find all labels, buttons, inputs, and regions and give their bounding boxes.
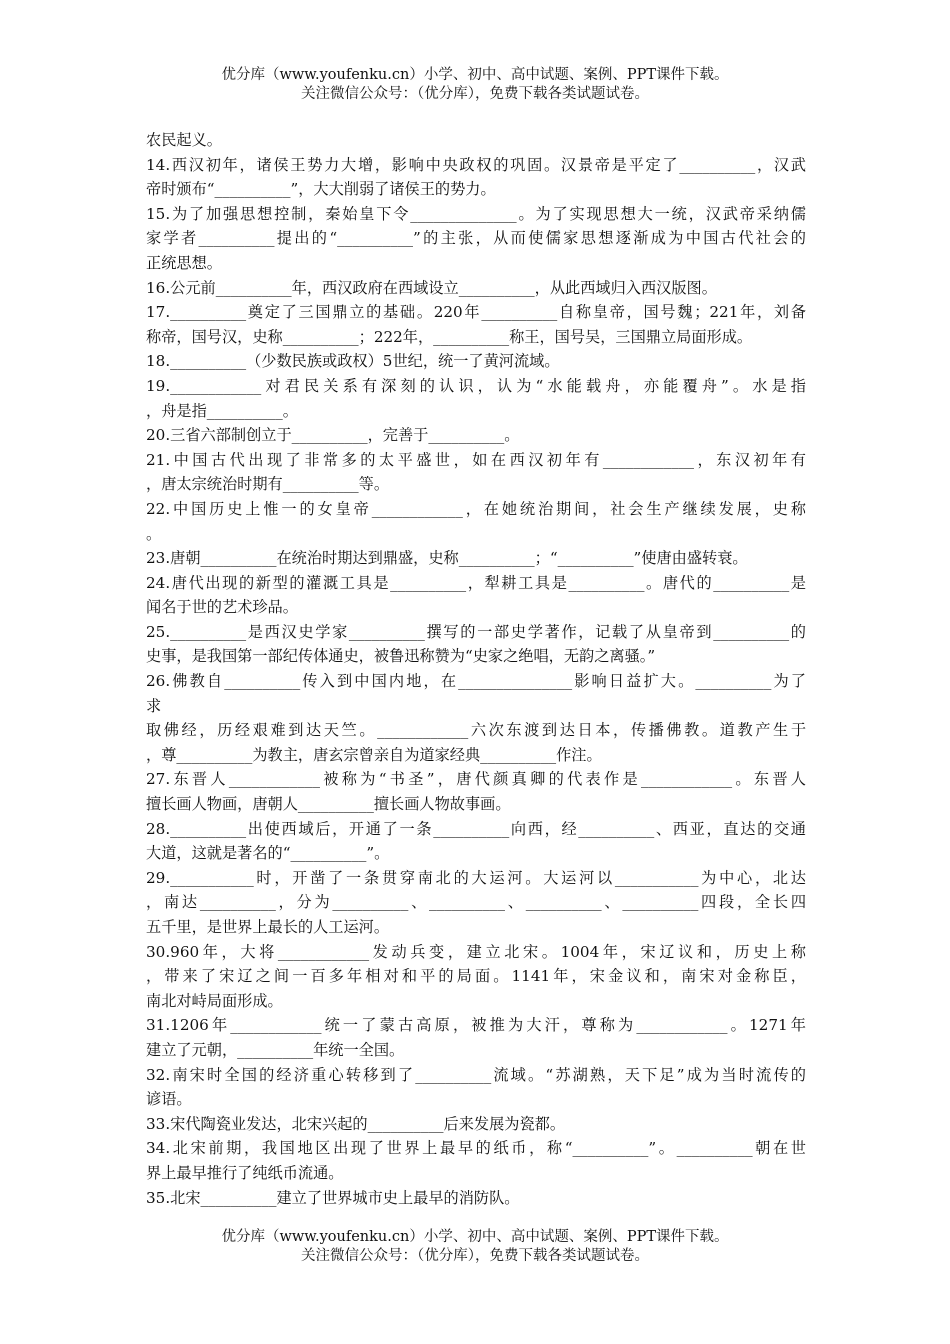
- text-line: 称帝，国号汉，史称__________；222年，__________称王，国号吴，三国鼎立局面形成。: [146, 327, 753, 346]
- text-line: 29.___________时，开凿了一条贯穿南北的大运河。大运河以___________为中心，北达: [146, 868, 806, 887]
- text-line: 闻名于世的艺术珍品。: [146, 598, 298, 617]
- text-line: ，尊__________为教主，唐玄宗曾亲自为道家经典__________作注。: [146, 745, 602, 764]
- text-line: 32.南宋时全国的经济重心转移到了__________流域。“苏湖熟，天下足”成为当时流传的: [146, 1065, 806, 1084]
- text-line: ，南达__________，分为__________、__________、__________、__________四段，全长四: [146, 893, 806, 912]
- text-line: 帝时颁布“__________”，大大削弱了诸侯王的势力。: [146, 180, 496, 199]
- text-line: 。: [146, 524, 162, 543]
- text-line: ，舟是指__________。: [146, 401, 298, 420]
- text-line: 17.__________奠定了三国鼎立的基础。220年__________自称皇帝，国号魏；221年，刘备: [146, 303, 806, 322]
- text-line: ，唐太宗统治时期有__________等。: [146, 475, 389, 494]
- text-line: 26.佛教自__________传入到中国内地，在_______________影响日益扩大。__________为了: [146, 672, 806, 691]
- text-line: 23.唐朝__________在统治时期达到鼎盛，史称__________；“__________”使唐由盛转衰。: [146, 549, 748, 568]
- text-line: 30.960年，大将____________发动兵变，建立北宋。1004年，宋辽议和，历史上称: [146, 942, 806, 961]
- text-line: 南北对峙局面形成。: [146, 991, 283, 1010]
- text-line: 史事，是我国第一部纪传体通史，被鲁迅称赞为“史家之绝唱，无韵之离骚。”: [146, 647, 656, 666]
- text-line: 求: [146, 696, 162, 715]
- text-line: 谚语。: [146, 1090, 192, 1109]
- text-line: 25.__________是西汉史学家__________撰写的一部史学著作，记载了从皇帝到__________的: [146, 622, 806, 641]
- header-line-1: 优分库（www.youfenku.cn）小学、初中、高中试题、案例、PPT课件下载。: [221, 67, 729, 83]
- text-line: 21.中国古代出现了非常多的太平盛世，如在西汉初年有____________，东汉初年有: [146, 450, 806, 469]
- text-line: 22.中国历史上惟一的女皇帝____________，在她统治期间，社会生产继续发展，史称: [146, 499, 806, 518]
- text-line: 20.三省六部制创立于__________，完善于__________。: [146, 426, 520, 445]
- text-line: 16.公元前__________年，西汉政府在西域设立__________，从此西域归入西汉版图。: [146, 278, 717, 297]
- page-header: [0, 66, 950, 104]
- text-line: ，带来了宋辽之间一百多年相对和平的局面。1141年，宋金议和，南宋对金称臣，: [146, 967, 806, 986]
- text-line: 31.1206年____________统一了蒙古高原，被推为大汗，尊称为____________。1271年: [146, 1016, 806, 1035]
- text-line: 擅长画人物画，唐朝人__________擅长画人物故事画。: [146, 795, 511, 814]
- text-line: 27.东晋人____________被称为“书圣”，唐代颜真卿的代表作是____________。东晋人: [146, 770, 806, 789]
- page-footer: [0, 1228, 950, 1266]
- question-list: [146, 128, 806, 1210]
- text-line: 24.唐代出现的新型的灌溉工具是__________，犁耕工具是__________。唐代的__________是: [146, 573, 806, 592]
- text-line: 家学者__________提出的“__________”的主张，从而使儒家思想逐渐成为中国古代社会的: [146, 229, 806, 248]
- text-line: 五千里，是世界上最长的人工运河。: [146, 918, 389, 936]
- text-line: 19.____________对君民关系有深刻的认识，认为“水能载舟，亦能覆舟”。水是指: [146, 376, 806, 395]
- text-line: 14.西汉初年，诸侯王势力大增，影响中央政权的巩固。汉景帝是平定了__________，汉武: [146, 155, 806, 174]
- text-line: 33.宋代陶瓷业发达，北宋兴起的__________后来发展为瓷都。: [146, 1114, 566, 1133]
- text-line: 界上最早推行了纯纸币流通。: [146, 1163, 344, 1182]
- text-line: 正统思想。: [146, 253, 222, 272]
- header-line-2: 关注微信公众号：（优分库），免费下载各类试题试卷。: [301, 86, 649, 102]
- text-line: 35.北宋__________建立了世界城市史上最早的消防队。: [146, 1188, 520, 1207]
- text-line: 18.__________（少数民族或政权）5世纪，统一了黄河流域。: [146, 352, 560, 371]
- text-line: 建立了元朝，__________年统一全国。: [146, 1040, 405, 1059]
- text-line: 农民起义。: [146, 131, 222, 149]
- text-line: 34.北宋前期，我国地区出现了世界上最早的纸币，称“__________”。__________朝在世: [146, 1139, 806, 1158]
- text-line: 15.为了加强思想控制，秦始皇下令______________。为了实现思想大一统，汉武帝采纳儒: [146, 204, 806, 223]
- text-line: 大道，这就是著名的“__________”。: [146, 844, 390, 863]
- footer-line-2: 关注微信公众号：（优分库），免费下载各类试题试卷。: [301, 1248, 649, 1264]
- text-line: 取佛经，历经艰难到达天竺。____________六次东渡到达日本，传播佛教。道教产生于: [146, 721, 806, 740]
- footer-line-1: 优分库（www.youfenku.cn）小学、初中、高中试题、案例、PPT课件下载。: [221, 1229, 729, 1245]
- text-line: 28.__________出使西域后，开通了一条__________向西，经__________、西亚，直达的交通: [146, 819, 806, 838]
